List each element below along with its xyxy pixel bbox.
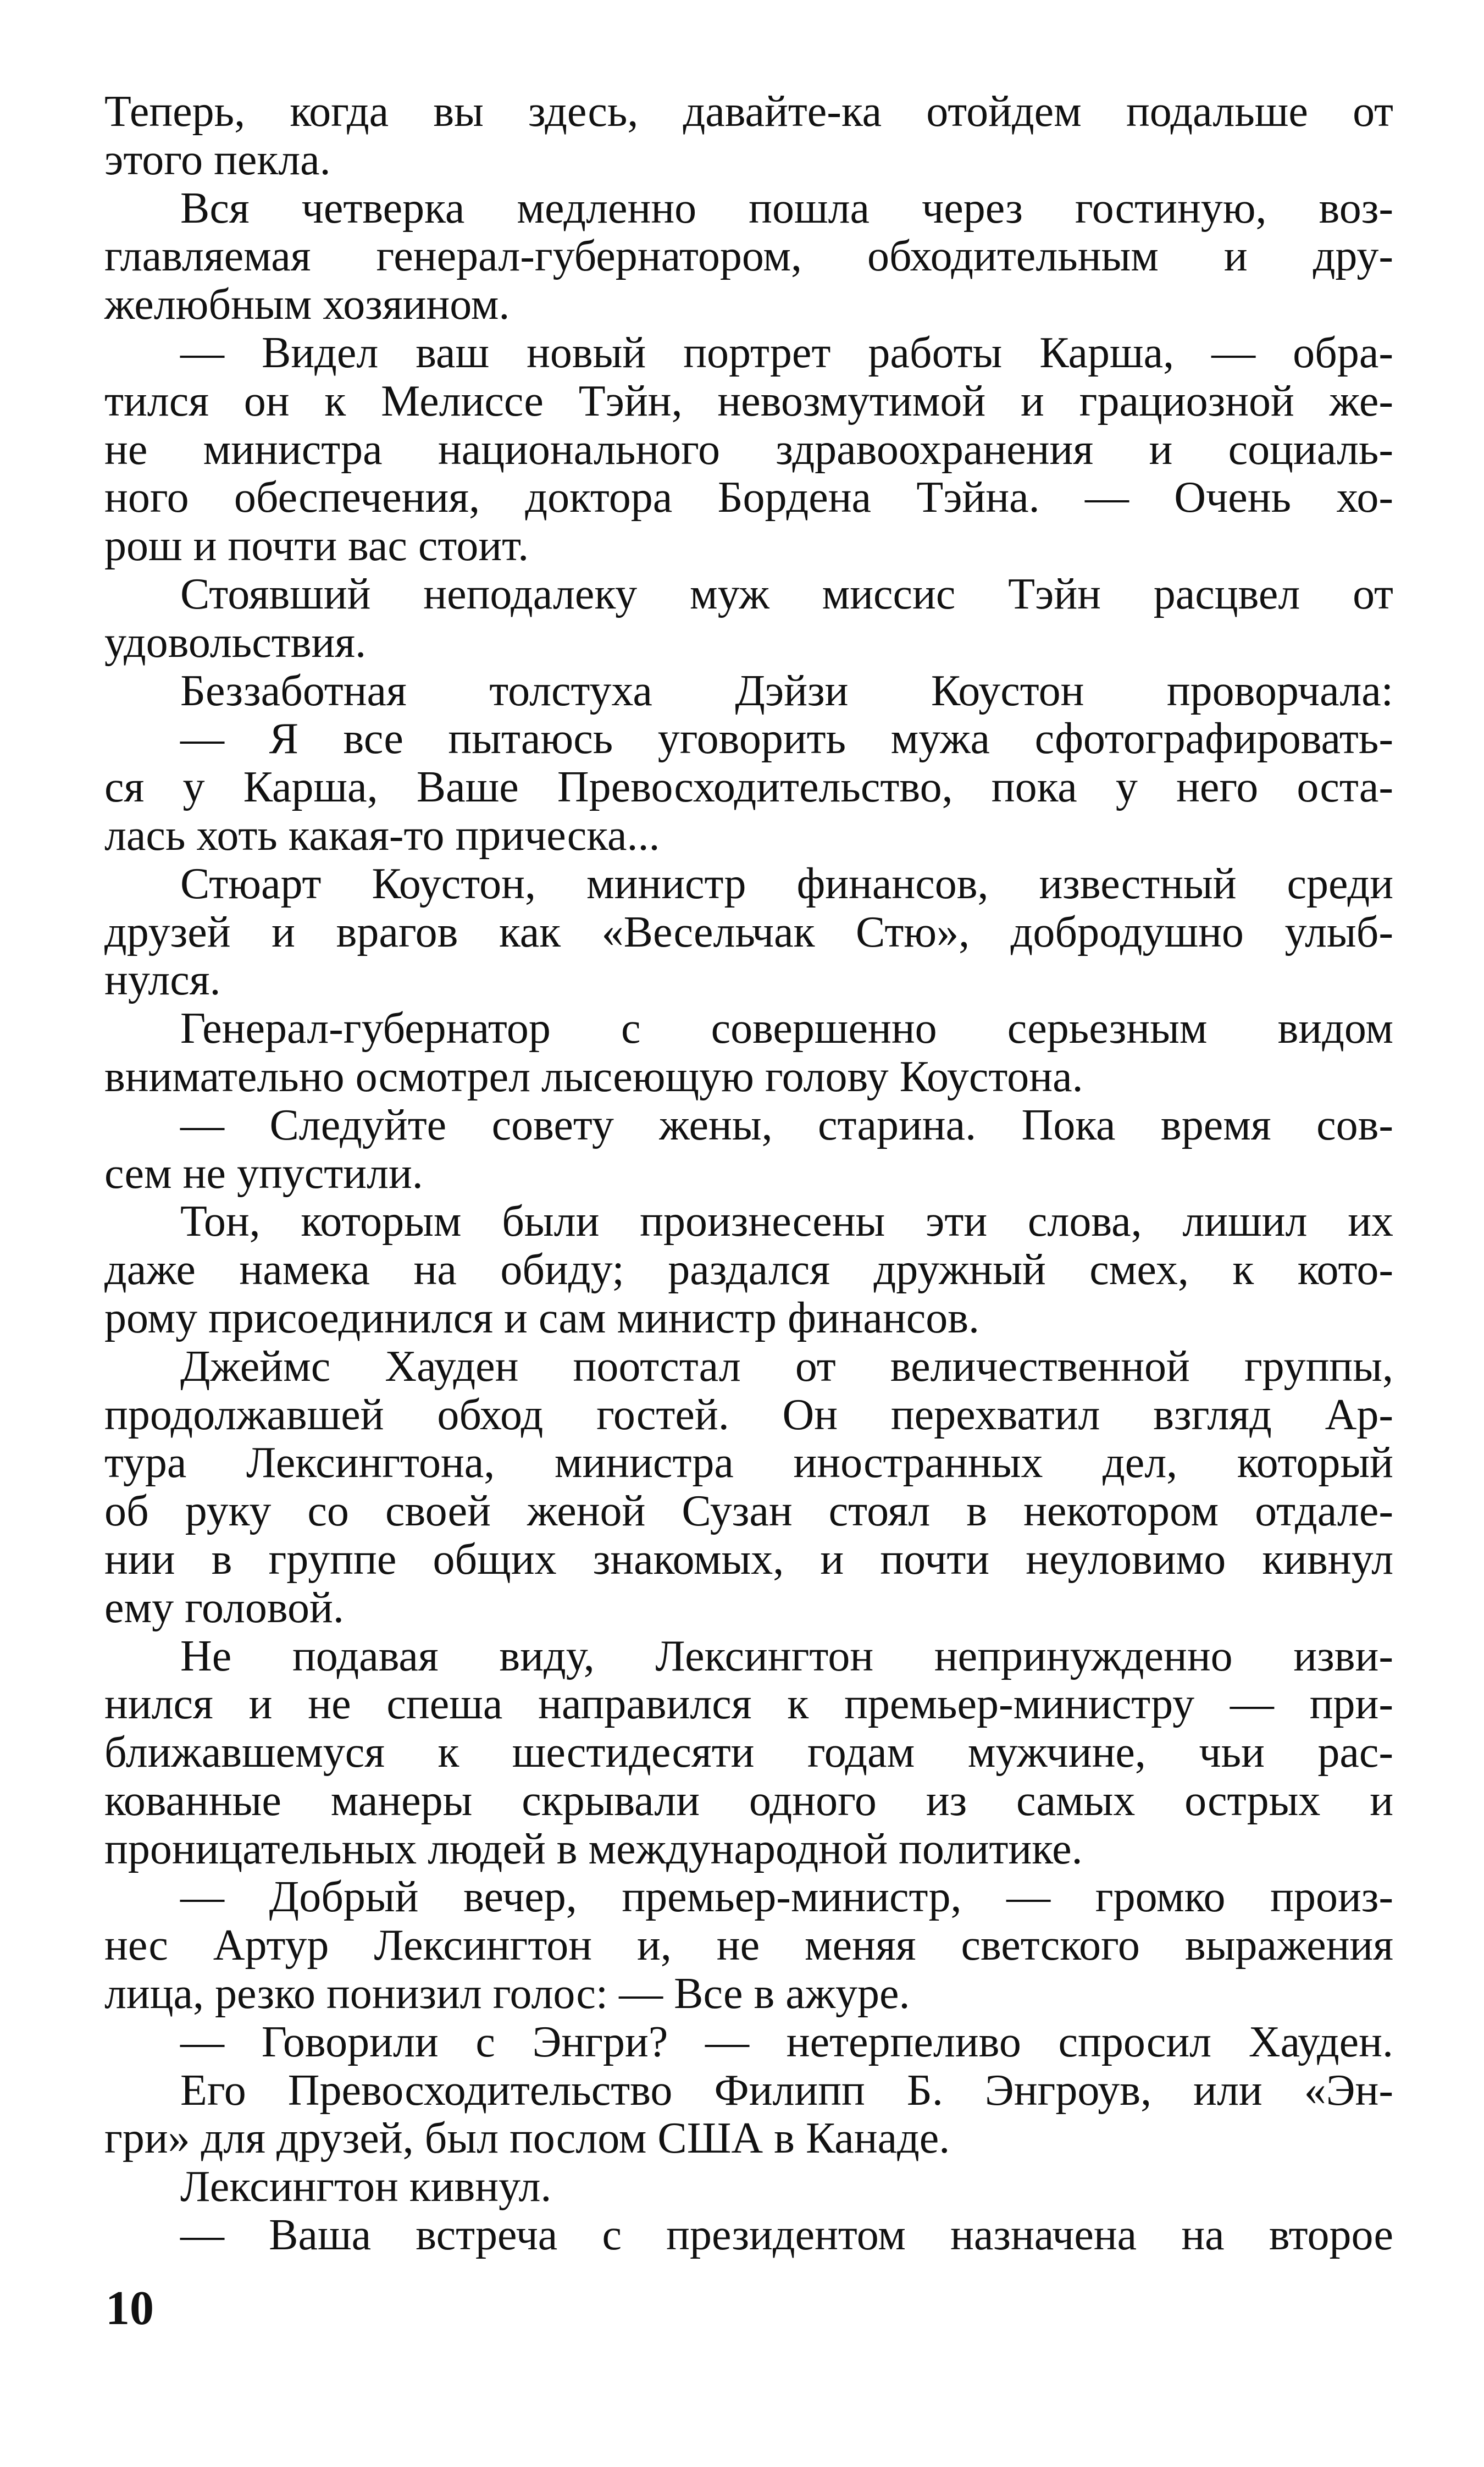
text-line: главляемая генерал-губернатором, обходительным и дру- — [104, 232, 1393, 281]
text-line: Его Превосходительство Филипп Б. Энгроув, или «Эн- — [180, 2066, 1393, 2115]
text-line: — Я все пытаюсь уговорить мужа сфотографировать- — [180, 715, 1393, 764]
text-line: лица, резко понизил голос: — Все в ажуре. — [104, 1970, 910, 2018]
text-line: ему головой. — [104, 1583, 344, 1632]
text-line: нес Артур Лексингтон и, не меняя светского выражения — [104, 1921, 1393, 1970]
text-line: ся у Карша, Ваше Превосходительство, пока у него оста- — [104, 763, 1393, 812]
text-line: ближавшемуся к шестидесяти годам мужчине, чьи рас- — [104, 1728, 1393, 1777]
text-line: — Ваша встреча с президентом назначена на второе — [180, 2211, 1393, 2260]
body-text — [104, 88, 1393, 2260]
text-line: нулся. — [104, 956, 221, 1005]
text-line: гри» для друзей, был послом США в Канаде. — [104, 2114, 950, 2163]
text-line: друзей и врагов как «Весельчак Стю», добродушно улыб- — [104, 908, 1393, 956]
text-line: Генерал-губернатор с совершенно серьезным видом — [180, 1004, 1393, 1053]
text-line: Беззаботная толстуха Дэйзи Коустон проворчала: — [180, 666, 1393, 715]
text-line: тился он к Мелиссе Тэйн, невозмутимой и грациозной же- — [104, 377, 1393, 425]
text-line: желюбным хозяином. — [104, 280, 510, 329]
text-line: Стюарт Коустон, министр финансов, известный среди — [180, 859, 1393, 908]
text-line: даже намека на обиду; раздался дружный смех, к кото- — [104, 1246, 1393, 1295]
text-line: Вся четверка медленно пошла через гостиную, воз- — [180, 184, 1393, 233]
text-line: — Видел ваш новый портрет работы Карша, — обра- — [180, 328, 1393, 377]
text-line: Не подавая виду, Лексингтон непринужденно изви- — [180, 1631, 1393, 1680]
text-line: — Следуйте совету жены, старина. Пока время сов- — [180, 1100, 1393, 1149]
text-line: нился и не спеша направился к премьер-министру — при- — [104, 1680, 1393, 1729]
text-line: Теперь, когда вы здесь, давайте-ка отойдем подальше от — [104, 87, 1393, 136]
text-line: этого пекла. — [104, 135, 331, 184]
text-line: Стоявший неподалеку муж миссис Тэйн расцвел от — [180, 569, 1393, 618]
text-line: — Говорили с Энгри? — нетерпеливо спросил Хауден. — [180, 2017, 1393, 2066]
page-number: 10 — [106, 2282, 154, 2335]
text-line: удовольствия. — [104, 618, 367, 667]
text-line: ного обеспечения, доктора Бордена Тэйна. — Очень хо- — [104, 473, 1393, 522]
text-line: нии в группе общих знакомых, и почти неуловимо кивнул — [104, 1535, 1393, 1584]
text-line: рому присоединился и сам министр финансов. — [104, 1293, 980, 1342]
text-line: не министра национального здравоохранения и социаль- — [104, 425, 1393, 474]
text-line: тура Лексингтона, министра иностранных дел, который — [104, 1439, 1393, 1487]
text-line: об руку со своей женой Сузан стоял в некотором отдале- — [104, 1487, 1393, 1536]
text-line: Лексингтон кивнул. — [180, 2162, 552, 2211]
text-line: лась хоть какая-то прическа... — [104, 811, 660, 860]
text-line: Тон, которым были произнесены эти слова, лишил их — [180, 1197, 1393, 1246]
text-line: внимательно осмотрел лысеющую голову Коустона. — [104, 1052, 1083, 1101]
text-line: проницательных людей в международной политике. — [104, 1824, 1083, 1873]
text-line: кованные манеры скрывали одного из самых острых и — [104, 1776, 1393, 1825]
text-line: сем не упустили. — [104, 1149, 423, 1198]
text-line: продолжавшей обход гостей. Он перехватил взгляд Ар- — [104, 1390, 1393, 1439]
text-line: Джеймс Хауден поотстал от величественной группы, — [180, 1342, 1393, 1391]
text-line: — Добрый вечер, премьер-министр, — громко произ- — [180, 1873, 1393, 1922]
text-line: рош и почти вас стоит. — [104, 522, 529, 571]
